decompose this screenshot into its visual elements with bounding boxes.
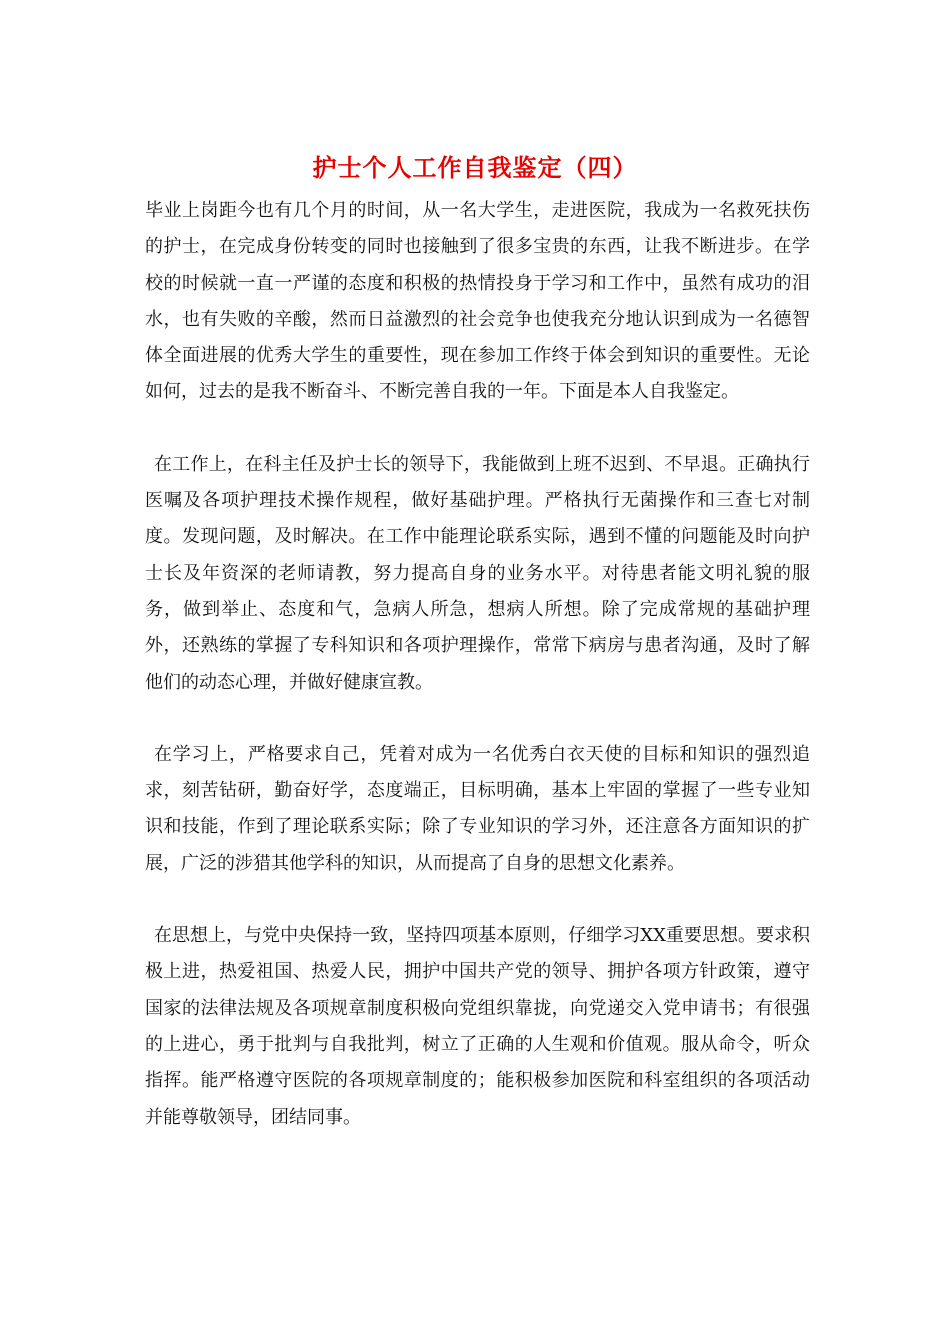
paragraph-work: 在工作上，在科主任及护士长的领导下，我能做到上班不迟到、不早退。正确执行医嘱及各项护理技术操作规程，做好基础护理。严格执行无菌操作和三查七对制度。发现问题，及时解决。在工作中能理论联系实际，遇到不懂的问题能及时向护士长及年资深的老师请教，努力提高自身的业务水平。对待患者能文明礼貌的服务，做到举止、态度和气，急病人所急，想病人所想。除了完成常规的基础护理外，还熟练的掌握了专科知识和各项护理操作，常常下病房与患者沟通，及时了解他们的动态心理，并做好健康宣教。 <box>145 453 810 693</box>
document-body <box>145 193 810 1172</box>
paragraph-intro: 毕业上岗距今也有几个月的时间，从一名大学生，走进医院，我成为一名救死扶伤的护士，在完成身份转变的同时也接触到了很多宝贵的东西，让我不断进步。在学校的时候就一直一严谨的态度和积极的热情投身于学习和工作中，虽然有成功的泪水，也有失败的辛酸，然而日益激烈的社会竞争也使我充分地认识到成为一名德智体全面进展的优秀大学生的重要性，现在参加工作终于体会到知识的重要性。无论如何，过去的是我不断奋斗、不断完善自我的一年。下面是本人自我鉴定。 <box>145 200 810 403</box>
paragraph-thought: 在思想上，与党中央保持一致，坚持四项基本原则，仔细学习XX重要思想。要求积极上进，热爱祖国、热爱人民，拥护中国共产党的领导、拥护各项方针政策，遵守国家的法律法规及各项规章制度积极向党组织靠拢，向党递交入党申请书；有很强的上进心，勇于批判与自我批判，树立了正确的人生观和价值观。服从命令，听众指挥。能严格遵守医院的各项规章制度的；能积极参加医院和科室组织的各项活动并能尊敬领导，团结同事。 <box>145 925 810 1128</box>
document-title: 护士个人工作自我鉴定（四） <box>312 153 638 182</box>
paragraph-study: 在学习上，严格要求自己，凭着对成为一名优秀白衣天使的目标和知识的强烈追求，刻苦钻研，勤奋好学，态度端正，目标明确，基本上牢固的掌握了一些专业知识和技能，作到了理论联系实际；除了专业知识的学习外，还注意各方面知识的扩展，广泛的涉猎其他学科的知识，从而提高了自身的思想文化素养。 <box>145 743 810 874</box>
